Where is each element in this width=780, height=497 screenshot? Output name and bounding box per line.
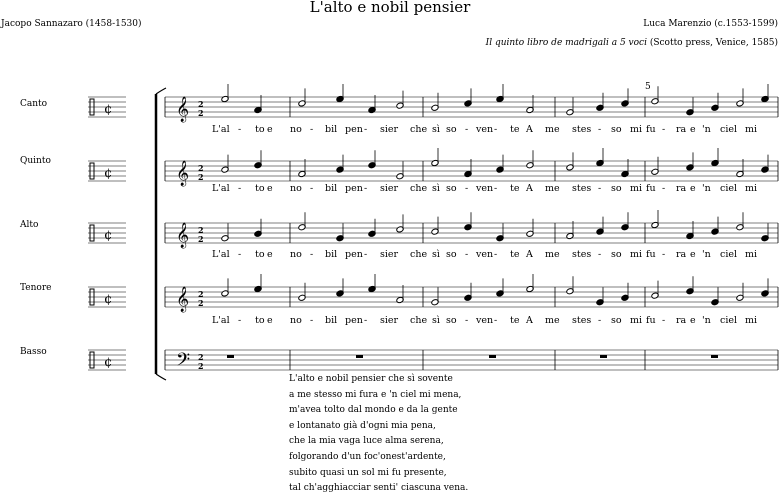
lyric-syllable: - — [598, 183, 602, 194]
lyric-syllable: 'n — [702, 249, 711, 260]
lyric-syllable: - — [310, 124, 314, 135]
lyric-syllable: - — [310, 249, 314, 260]
poet-credit: Jacopo Sannazaro (1458-1530) — [1, 19, 142, 29]
treble-clef: 𝄞 — [176, 287, 190, 312]
lyric-syllable: - — [494, 124, 498, 135]
lyric-syllable: sier — [380, 124, 399, 135]
lyric-syllable: to — [255, 183, 265, 194]
lyric-syllable: so — [446, 183, 457, 194]
lyric-syllable: stes — [572, 183, 592, 194]
lyric-syllable: mi — [630, 249, 643, 260]
lyric-syllable: so — [611, 124, 622, 135]
lyric-syllable: ciel — [720, 124, 738, 135]
whole-rest — [711, 355, 718, 358]
incipit-mensuration: ¢ — [104, 292, 113, 307]
time-signature-bottom: 2 — [198, 172, 204, 182]
lyric-syllable: so — [611, 183, 622, 194]
lyric-syllable: - — [598, 315, 602, 326]
poem-line: subito quasi un sol mi fu presente, — [289, 467, 447, 478]
lyric-syllable: - — [465, 124, 469, 135]
voice-name-alto: Alto — [20, 220, 39, 230]
lyric-syllable: ven — [476, 315, 494, 326]
lyric-syllable: bil — [325, 315, 338, 326]
lyric-syllable: e — [690, 183, 696, 194]
poem-line: che la mia vaga luce alma serena, — [289, 436, 444, 447]
lyric-syllable: te — [510, 124, 520, 135]
voice-name-quinto: Quinto — [20, 156, 51, 166]
time-signature-bottom: 2 — [198, 234, 204, 244]
lyric-syllable: pen — [345, 315, 363, 326]
lyric-syllable: mi — [630, 124, 643, 135]
lyric-syllable: - — [662, 315, 666, 326]
lyric-syllable: - — [238, 183, 242, 194]
poem-line: e lontanato già d'ogni mia pena, — [289, 420, 436, 431]
lyric-syllable: - — [465, 249, 469, 260]
lyric-syllable: che — [410, 183, 428, 194]
lyric-syllable: L'al — [212, 249, 230, 260]
bracket-top — [156, 88, 166, 94]
lyric-syllable: me — [545, 249, 560, 260]
time-signature-top: 2 — [198, 225, 204, 235]
poem-line: L'alto e nobil pensier che sì sovente — [289, 374, 453, 384]
lyric-syllable: - — [465, 183, 469, 194]
poem-line: a me stesso mi fura e 'n ciel mi mena, — [289, 389, 462, 400]
lyric-syllable: mi — [630, 315, 643, 326]
lyric-syllable: te — [510, 249, 520, 260]
time-signature-top: 2 — [198, 163, 204, 173]
source-credit: Il quinto libro de madrigali a 5 voci (Scotto press, Venice, 1585) — [485, 38, 778, 48]
poem-text — [289, 372, 468, 497]
lyric-syllable: sì — [432, 315, 440, 326]
lyric-syllable: pen — [345, 249, 363, 260]
lyric-syllable: mi — [745, 249, 758, 260]
time-signature-top: 2 — [198, 289, 204, 299]
lyric-syllable: ciel — [720, 249, 738, 260]
lyric-syllable: to — [255, 249, 265, 260]
lyric-syllable: so — [611, 249, 622, 260]
lyric-syllable: bil — [325, 183, 338, 194]
voice-name-basso: Basso — [20, 347, 47, 357]
time-signature-top: 2 — [198, 352, 204, 362]
whole-rest — [356, 355, 363, 358]
lyric-syllable: stes — [572, 315, 592, 326]
lyric-syllable: - — [310, 183, 314, 194]
lyric-syllable: me — [545, 124, 560, 135]
time-signature-bottom: 2 — [198, 361, 204, 371]
lyric-syllable: mi — [745, 183, 758, 194]
lyric-syllable: sì — [432, 183, 440, 194]
lyric-syllable: me — [545, 315, 560, 326]
lyric-syllable: L'al — [212, 124, 230, 135]
incipit-mensuration: ¢ — [104, 355, 113, 370]
lyric-syllable: no — [290, 183, 302, 194]
incipit-mensuration: ¢ — [104, 166, 113, 181]
lyric-syllable: bil — [325, 124, 338, 135]
lyric-syllable: - — [494, 315, 498, 326]
lyric-syllable: che — [410, 249, 428, 260]
bracket-bottom — [156, 374, 166, 380]
lyric-syllable: me — [545, 183, 560, 194]
lyric-syllable: 'n — [702, 315, 711, 326]
time-signature-bottom: 2 — [198, 108, 204, 118]
lyric-syllable: pen — [345, 124, 363, 135]
lyric-syllable: e — [267, 183, 273, 194]
composer-credit: Luca Marenzio (c.1553-1599) — [643, 19, 778, 29]
lyric-syllable: ciel — [720, 183, 738, 194]
measure-number: 5 — [645, 82, 651, 92]
lyric-syllable: sier — [380, 249, 399, 260]
lyric-syllable: stes — [572, 124, 592, 135]
lyric-syllable: - — [598, 124, 602, 135]
lyric-syllable: ven — [476, 124, 494, 135]
lyric-syllable: A — [526, 183, 533, 194]
lyric-syllable: - — [238, 249, 242, 260]
lyric-syllable: - — [364, 183, 368, 194]
voice-name-canto: Canto — [20, 99, 48, 109]
lyric-syllable: mi — [630, 183, 643, 194]
lyric-syllable: to — [255, 315, 265, 326]
treble-clef: 𝄞 — [176, 223, 190, 248]
lyric-syllable: ra — [676, 124, 687, 135]
lyric-syllable: ra — [676, 183, 687, 194]
lyric-syllable: A — [526, 124, 533, 135]
lyric-syllable: - — [465, 315, 469, 326]
lyric-syllable: te — [510, 315, 520, 326]
lyric-syllable: - — [364, 249, 368, 260]
lyric-syllable: - — [494, 249, 498, 260]
lyric-syllable: L'al — [212, 315, 230, 326]
lyric-syllable: L'al — [212, 183, 230, 194]
lyric-syllable: - — [662, 183, 666, 194]
poem-line: folgorando d'un foc'onest'ardente, — [289, 451, 446, 462]
lyric-syllable: e — [690, 249, 696, 260]
page-title: L'alto e nobil pensier — [309, 0, 471, 16]
lyric-syllable: mi — [745, 124, 758, 135]
whole-rest — [227, 355, 234, 358]
treble-clef: 𝄞 — [176, 161, 190, 186]
whole-rest — [600, 355, 607, 358]
incipit-mensuration: ¢ — [104, 102, 113, 117]
lyric-syllable: che — [410, 124, 428, 135]
lyric-syllable: no — [290, 249, 302, 260]
lyric-syllable: A — [526, 315, 533, 326]
lyric-syllable: fu — [646, 183, 656, 194]
incipit-staves — [88, 97, 126, 370]
lyric-syllable: che — [410, 315, 428, 326]
lyric-syllable: 'n — [702, 124, 711, 135]
lyric-syllable: sì — [432, 124, 440, 135]
lyric-syllable: e — [690, 124, 696, 135]
lyric-syllable: - — [364, 124, 368, 135]
voice-name-tenore: Tenore — [20, 283, 52, 293]
lyric-syllable: - — [238, 315, 242, 326]
lyric-syllable: - — [310, 315, 314, 326]
bass-clef: 𝄢 — [176, 350, 191, 375]
lyric-syllable: e — [267, 124, 273, 135]
whole-rest — [489, 355, 496, 358]
lyric-syllable: so — [446, 249, 457, 260]
lyric-syllable: te — [510, 183, 520, 194]
lyric-syllable: stes — [572, 249, 592, 260]
lyric-syllable: - — [494, 183, 498, 194]
treble-clef: 𝄞 — [176, 97, 190, 122]
lyric-syllable: ciel — [720, 315, 738, 326]
lyric-syllable: fu — [646, 315, 656, 326]
lyric-syllable: ra — [676, 249, 687, 260]
lyric-syllable: e — [690, 315, 696, 326]
lyric-syllable: 'n — [702, 183, 711, 194]
lyric-syllable: - — [662, 124, 666, 135]
lyric-syllable: so — [446, 124, 457, 135]
lyric-syllable: sier — [380, 315, 399, 326]
lyric-syllable: so — [446, 315, 457, 326]
lyric-syllable: bil — [325, 249, 338, 260]
lyric-syllable: sier — [380, 183, 399, 194]
time-signature-top: 2 — [198, 99, 204, 109]
lyric-syllable: sì — [432, 249, 440, 260]
lyric-syllable: - — [238, 124, 242, 135]
lyric-syllable: to — [255, 124, 265, 135]
lyric-syllable: so — [611, 315, 622, 326]
lyric-syllable: pen — [345, 183, 363, 194]
lyric-syllable: - — [662, 249, 666, 260]
lyric-syllable: e — [267, 315, 273, 326]
lyric-syllable: ra — [676, 315, 687, 326]
lyric-syllable: mi — [745, 315, 758, 326]
poem-line: m'avea tolto dal mondo e da la gente — [289, 405, 458, 416]
incipit-mensuration: ¢ — [104, 228, 113, 243]
lyric-syllable: no — [290, 124, 302, 135]
lyric-syllable: no — [290, 315, 302, 326]
poem-line: tal ch'agghiacciar senti' ciascuna vena. — [289, 483, 469, 494]
lyric-syllable: ven — [476, 249, 494, 260]
lyric-syllable: A — [526, 249, 533, 260]
time-signature-bottom: 2 — [198, 298, 204, 308]
lyric-syllable: ven — [476, 183, 494, 194]
lyric-syllable: fu — [646, 249, 656, 260]
lyric-syllable: - — [364, 315, 368, 326]
lyric-syllable: fu — [646, 124, 656, 135]
lyric-syllable: - — [598, 249, 602, 260]
lyric-syllable: e — [267, 249, 273, 260]
